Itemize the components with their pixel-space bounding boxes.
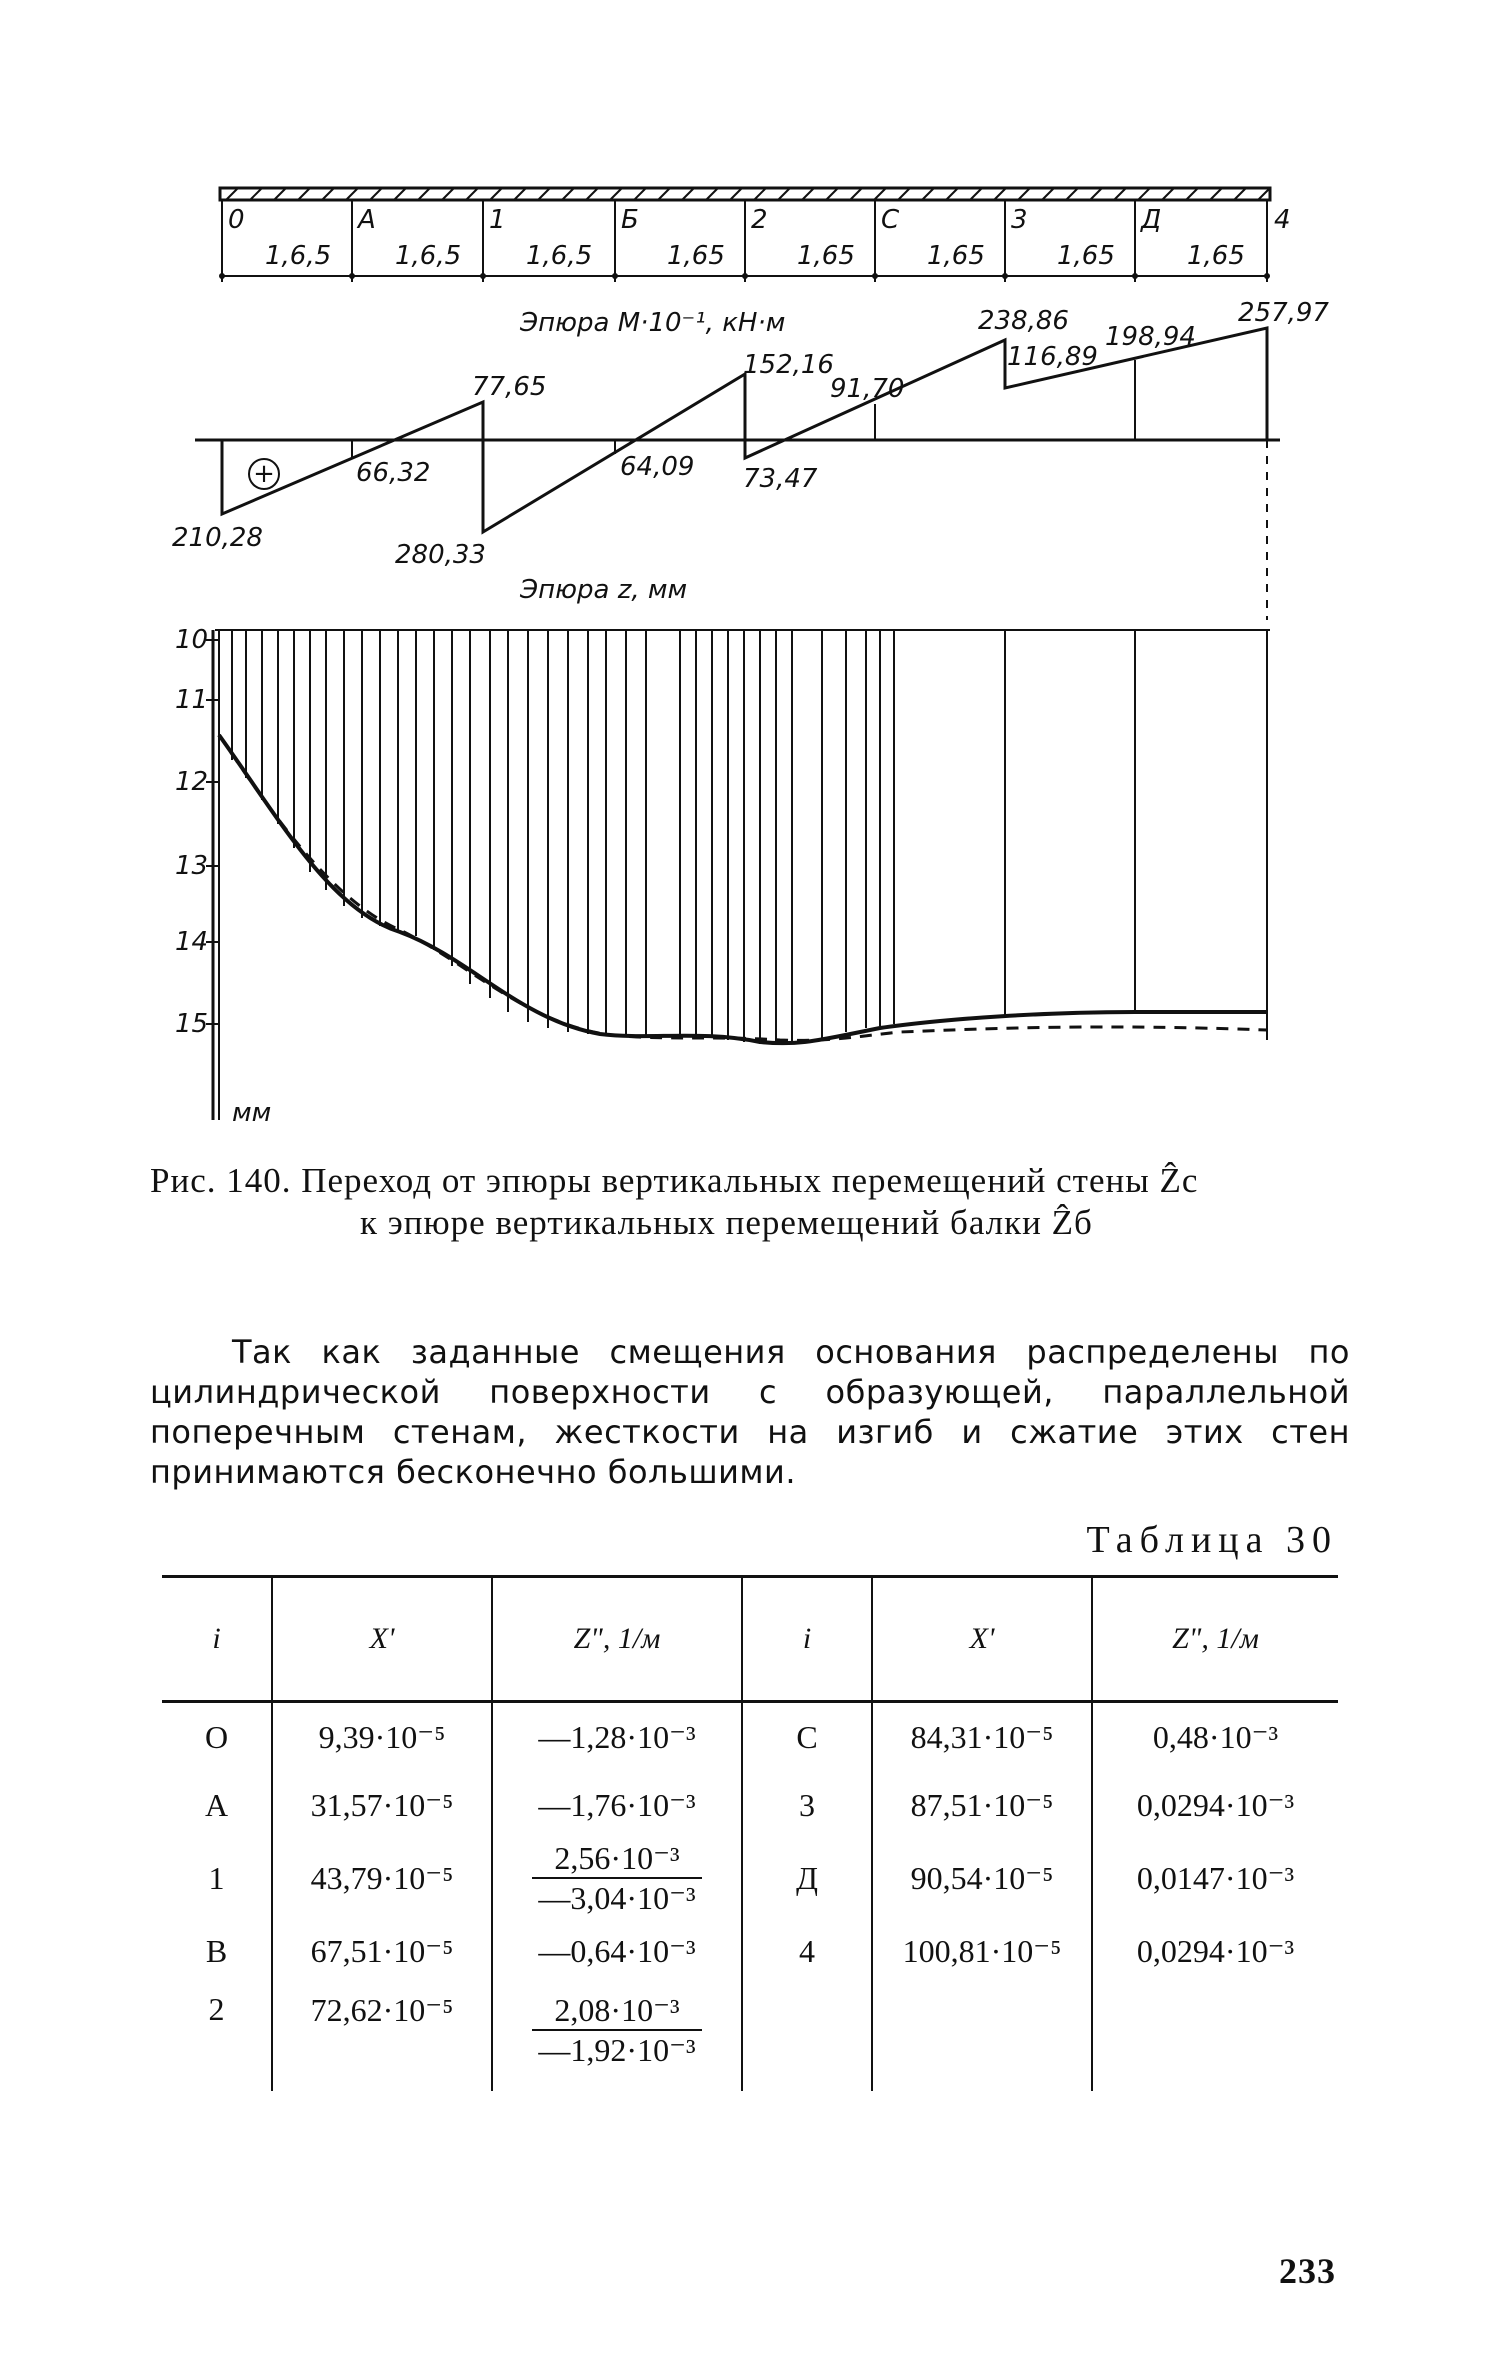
z-right-value: —3,04·10⁻³	[538, 1880, 696, 1916]
z-axis-tick: 13	[175, 851, 209, 881]
page-number: 233	[1279, 2251, 1336, 2291]
z-right-value: —1,92·10⁻³	[538, 2032, 696, 2068]
z-left-value: 2,56·10⁻³	[532, 1839, 701, 1879]
z-fraction	[532, 1991, 701, 2069]
cell-z: —1,28·10⁻³	[492, 1702, 742, 1772]
z-ordinates	[232, 630, 1135, 1045]
moment-value-label: 64,09	[620, 452, 695, 482]
cell-i: 2	[208, 1991, 225, 2027]
cell-z: 0,0294·10⁻³	[1092, 1917, 1338, 1985]
cell-i: С	[742, 1702, 872, 1772]
figure-drawing	[0, 0, 1501, 1170]
cell-x: 90,54·10⁻⁵	[872, 1839, 1092, 1917]
cell-x: 84,31·10⁻⁵	[872, 1702, 1092, 1772]
cell-z-fraction	[492, 1839, 742, 1917]
figure-140	[0, 0, 1501, 1170]
data-table	[162, 1575, 1338, 2091]
cell-i: В	[205, 1932, 228, 1969]
column-header-z: Z", 1/м	[492, 1577, 742, 1702]
table-header-row	[162, 1577, 1338, 1702]
cell-i: А	[204, 1786, 229, 1823]
z-axis-unit: мм	[232, 1098, 272, 1128]
table-row	[162, 1771, 1338, 1839]
z-axis-tick: 10	[175, 625, 209, 655]
hatched-wall-strip	[220, 188, 1270, 200]
node-label: 1	[489, 205, 506, 235]
cell-x: 31,57·10⁻⁵	[272, 1771, 492, 1839]
moment-value-label: 257,97	[1238, 298, 1329, 328]
moment-value-label: 116,89	[1007, 342, 1098, 372]
node-label: А	[358, 205, 376, 235]
z-left-value: 2,08·10⁻³	[532, 1991, 701, 2031]
z-axis-tick: 11	[175, 685, 209, 715]
cell-x: 43,79·10⁻⁵	[272, 1839, 492, 1917]
cell-z: —0,64·10⁻³	[492, 1917, 742, 1985]
node-label: Б	[621, 205, 639, 235]
column-header-i: i	[742, 1577, 872, 1702]
segment-length: 1,65	[1057, 241, 1115, 271]
z-axis-tick: 12	[175, 767, 209, 797]
body-paragraph: Так как заданные смещения основания распределены по цилиндрической поверхности с образующей, параллельной поперечным стенам, жесткости на изгиб и сжатие этих стен принимаются бесконечно большими.	[150, 1333, 1350, 1491]
z-fraction	[532, 1839, 701, 1917]
moment-value-label: 77,65	[472, 372, 547, 402]
z-diagram-title: Эпюра z, мм	[520, 575, 688, 605]
segment-length: 1,65	[927, 241, 985, 271]
moment-value-label: 91,70	[830, 374, 905, 404]
node-label: Д	[1141, 205, 1162, 235]
cell-z	[1092, 1985, 1338, 2091]
moment-value-label: 210,28	[172, 523, 263, 553]
segment-length: 1,6,5	[526, 241, 593, 271]
segment-length: 1,65	[797, 241, 855, 271]
moment-value-label: 238,86	[978, 306, 1069, 336]
table-row	[162, 1985, 1338, 2091]
node-label: 0	[228, 205, 245, 235]
cell-x: 67,51·10⁻⁵	[272, 1917, 492, 1985]
cell-i: О	[204, 1718, 229, 1755]
segment-length: 1,6,5	[265, 241, 332, 271]
caption-line-2: к эпюре вертикальных перемещений балки Ẑб	[360, 1203, 1093, 1242]
node-label: С	[881, 205, 900, 235]
moment-value-label: 280,33	[395, 540, 486, 570]
moment-value-label: 198,94	[1105, 322, 1196, 352]
z-axis-tick: 15	[175, 1009, 209, 1039]
z-axis-tick: 14	[175, 927, 209, 957]
node-label: 3	[1011, 205, 1028, 235]
segment-length: 1,65	[667, 241, 725, 271]
moment-value-label: 73,47	[743, 464, 818, 494]
table-row	[162, 1839, 1338, 1917]
caption-line-1: Рис. 140. Переход от эпюры вертикальных перемещений стены Ẑc	[150, 1161, 1199, 1200]
segment-length: 1,65	[1187, 241, 1245, 271]
figure-caption	[150, 1160, 1350, 1244]
cell-z: 0,48·10⁻³	[1092, 1702, 1338, 1772]
segment-length: 1,6,5	[395, 241, 462, 271]
cell-x: 87,51·10⁻⁵	[872, 1771, 1092, 1839]
cell-z: 0,0147·10⁻³	[1092, 1839, 1338, 1917]
plus-sign-icon: +	[248, 458, 280, 490]
cell-x: 72,62·10⁻⁵	[272, 1985, 492, 2091]
cell-z: 0,0294·10⁻³	[1092, 1771, 1338, 1839]
cell-i	[742, 1985, 872, 2091]
column-header-i: i	[162, 1577, 272, 1702]
column-header-x: X'	[272, 1577, 492, 1702]
moment-diagram-title: Эпюра M·10⁻¹, кН·м	[520, 308, 786, 338]
column-header-z: Z", 1/м	[1092, 1577, 1338, 1702]
cell-x	[872, 1985, 1092, 2091]
cell-i: 3	[742, 1771, 872, 1839]
cell-x: 9,39·10⁻⁵	[272, 1702, 492, 1772]
moment-value-label: 152,16	[743, 350, 834, 380]
table-row	[162, 1702, 1338, 1772]
cell-i: 1	[208, 1859, 225, 1896]
moment-value-label: 66,32	[356, 458, 431, 488]
table-title: Таблица 30	[1086, 1519, 1338, 1561]
table-row	[162, 1917, 1338, 1985]
cell-z-fraction	[492, 1985, 742, 2091]
cell-i: Д	[742, 1839, 872, 1917]
cell-z: —1,76·10⁻³	[492, 1771, 742, 1839]
cell-i: 4	[742, 1917, 872, 1985]
cell-x: 100,81·10⁻⁵	[872, 1917, 1092, 1985]
node-label: 2	[751, 205, 768, 235]
column-header-x: X'	[872, 1577, 1092, 1702]
node-label: 4	[1274, 205, 1291, 235]
